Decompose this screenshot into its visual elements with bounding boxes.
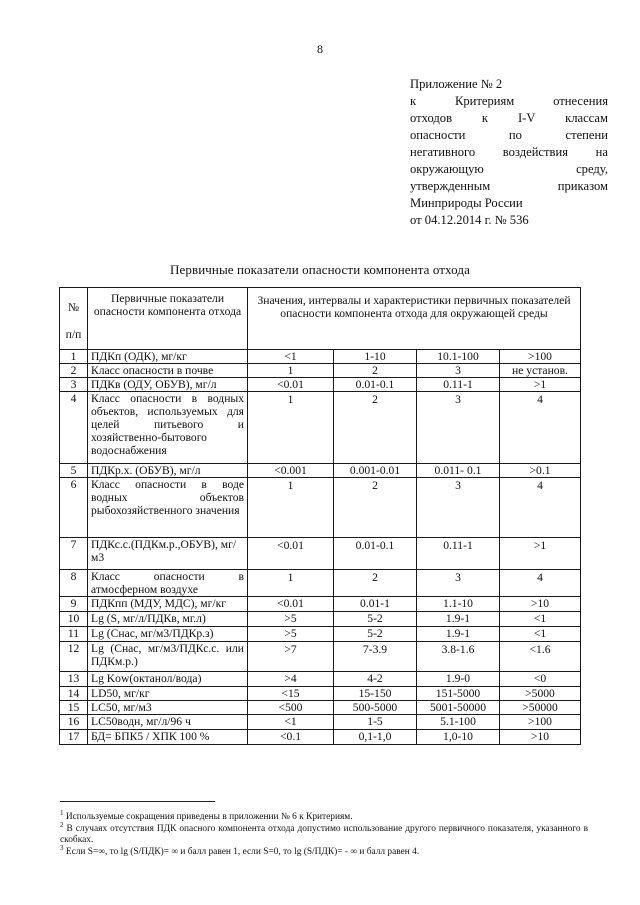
table-header-row [60,288,581,350]
row-value: 0.011- 0.1 [417,464,500,478]
footnote-marker: 2 [60,820,64,829]
row-value: 0.01-1 [334,597,417,612]
header-values: Значения, интервалы и характеристики первичных показателей опасности компонента отхода для окружающей среды [248,288,581,350]
row-indicator: ПДКв (ОДУ, ОБУВ), мг/л [88,378,248,392]
row-number: 11 [60,627,88,642]
row-indicator: ПДКпп (МДУ, МДС), мг/кг [88,597,248,612]
row-value: >1 [500,538,581,570]
row-value: >50000 [500,701,581,715]
row-value: 1 [248,392,334,464]
table-row [60,597,581,612]
appendix-line: опасности по степени [410,128,608,142]
row-value: 1.9-1 [417,612,500,627]
row-number: 3 [60,378,88,392]
table-row [60,392,581,464]
row-value: 3 [417,570,500,597]
row-value: 0.01-0.1 [334,538,417,570]
footnote-text: Используемые сокращения приведены в приложении № 6 к Критериям. [65,812,353,822]
row-number: 17 [60,730,88,745]
footnotes [60,808,589,858]
row-value: 7-3.9 [334,642,417,672]
row-value: 3.8-1.6 [417,642,500,672]
appendix-line: от 04.12.2014 г. № 536 [410,213,529,227]
row-indicator: ПДКп (ОДК), мг/кг [88,350,248,364]
row-value: <0.001 [248,464,334,478]
table-row [60,730,581,745]
row-indicator: ПДКр.х. (ОБУВ), мг/л [88,464,248,478]
row-number: 14 [60,687,88,701]
row-indicator: Класс опасности в почве [88,364,248,378]
row-value: >1 [500,378,581,392]
footnote-text: В случаях отсутствия ПДК опасного компонента отхода допустимо использование другого первичного показателя, указанного в скобках. [60,823,589,845]
row-value: 1,0-10 [417,730,500,745]
row-number: 1 [60,350,88,364]
row-value: 2 [334,478,417,538]
row-value: 2 [334,570,417,597]
row-indicator: LC50, мг/м3 [88,701,248,715]
row-value: 1 [248,570,334,597]
header-num [60,288,88,350]
row-number: 7 [60,538,88,570]
footnote-marker: 3 [60,843,64,852]
footnote-rule [60,801,215,802]
row-value: <0 [500,672,581,687]
row-value: <0.01 [248,597,334,612]
appendix-line: утвержденным приказом [410,179,608,193]
appendix-line: отходов к I-V классам [410,111,608,125]
table-row [60,672,581,687]
table-row [60,570,581,597]
table-row [60,701,581,715]
row-value: 5001-50000 [417,701,500,715]
table-row [60,478,581,538]
row-value: 0,1-1,0 [334,730,417,745]
hazard-indicators-table [59,287,581,745]
row-value: >100 [500,350,581,364]
footnote-2 [60,820,589,847]
appendix-line: к Критериям отнесения [410,94,608,108]
row-value: 4 [500,478,581,538]
row-value: <1 [500,612,581,627]
header-num-symbol: № [67,300,80,314]
row-number: 4 [60,392,88,464]
row-number: 2 [60,364,88,378]
row-value: 0.001-0.01 [334,464,417,478]
footnote-text: Если S=∞, то lg (S/ПДК)= ∞ и балл равен 1, если S=0, то lg (S/ПДК)= - ∞ и балл равен 4. [65,846,420,857]
row-value: 4-2 [334,672,417,687]
row-indicator: Lg (Снас, мг/м3/ПДКс.с. или ПДКм.р.) [88,642,248,672]
row-value: 1.9-1 [417,627,500,642]
table-title: Первичные показатели опасности компонента отхода [170,262,470,277]
footnote-1 [60,808,588,824]
appendix-line: окружающую среду, [410,162,608,176]
row-value: <500 [248,701,334,715]
header-num-label: п/п [65,327,82,341]
row-value: 3 [417,364,500,378]
row-value: <0.01 [248,378,334,392]
row-number: 9 [60,597,88,612]
row-value: 1.9-0 [417,672,500,687]
row-value: <1 [248,350,334,364]
table-row [60,378,581,392]
row-number: 15 [60,701,88,715]
row-value: 1 [248,478,334,538]
table-row [60,350,581,364]
appendix-header [410,76,608,229]
row-indicator: Класс опасности в водных объектов, используемых для целей питьевого и хозяйственно-бытового водоснабжения [88,392,248,464]
row-value: 2 [334,364,417,378]
row-value: >100 [500,715,581,730]
row-value: 10.1-100 [417,350,500,364]
row-value: 4 [500,392,581,464]
table-body [60,350,581,745]
row-value: <0.01 [248,538,334,570]
row-value: 15-150 [334,687,417,701]
row-value: 5-2 [334,612,417,627]
table-row [60,687,581,701]
row-value: <1.6 [500,642,581,672]
row-number: 12 [60,642,88,672]
footnote-3 [60,843,588,859]
row-value: >5 [248,612,334,627]
row-value: 1.1-10 [417,597,500,612]
row-value: >0.1 [500,464,581,478]
table-row [60,715,581,730]
page-number: 8 [317,42,323,56]
row-indicator: Класс опасности в воде водных объектов рыбохозяйственного значения [88,478,248,538]
table-row [60,464,581,478]
row-value: 5.1-100 [417,715,500,730]
row-value: 0.11-1 [417,378,500,392]
row-number: 13 [60,672,88,687]
row-number: 10 [60,612,88,627]
row-value: 1-10 [334,350,417,364]
row-value: >4 [248,672,334,687]
row-value: 0.11-1 [417,538,500,570]
table-row [60,612,581,627]
row-value: 5-2 [334,627,417,642]
row-value: 0.01-0.1 [334,378,417,392]
row-value: >10 [500,730,581,745]
row-indicator: БД= БПК5 / ХПК 100 % [88,730,248,745]
row-value: 3 [417,392,500,464]
row-value: <1 [500,627,581,642]
row-value: >5 [248,627,334,642]
row-value: 4 [500,570,581,597]
appendix-title: Приложение № 2 [410,77,503,91]
row-value: >7 [248,642,334,672]
table-row [60,627,581,642]
row-value: <0.1 [248,730,334,745]
row-indicator: Lg (S, мг/л/ПДКв, мг.л) [88,612,248,627]
appendix-line: Минприроды России [410,196,523,210]
row-indicator: LC50водн, мг/л/96 ч [88,715,248,730]
row-value: <15 [248,687,334,701]
row-value: 2 [334,392,417,464]
row-value: 1 [248,364,334,378]
row-value: >10 [500,597,581,612]
row-number: 6 [60,478,88,538]
header-indicator: Первичные показатели опасности компонента отхода [88,288,248,350]
row-number: 8 [60,570,88,597]
table-row [60,538,581,570]
row-value: 1-5 [334,715,417,730]
table-row [60,642,581,672]
row-indicator: Класс опасности в атмосферном воздухе [88,570,248,597]
row-indicator: Lg (Снас, мг/м3/ПДКр.з) [88,627,248,642]
row-number: 5 [60,464,88,478]
row-indicator: LD50, мг/кг [88,687,248,701]
table-row [60,364,581,378]
row-value: 500-5000 [334,701,417,715]
row-value: не установ. [500,364,581,378]
row-value: >5000 [500,687,581,701]
footnote-marker: 1 [60,808,64,817]
row-indicator: Lg Kow(октанол/вода) [88,672,248,687]
row-value: <1 [248,715,334,730]
row-number: 16 [60,715,88,730]
appendix-line: негативного воздействия на [410,145,608,159]
row-value: 151-5000 [417,687,500,701]
row-indicator: ПДКс.с.(ПДКм.р.,ОБУВ), мг/м3 [88,538,248,570]
row-value: 3 [417,478,500,538]
